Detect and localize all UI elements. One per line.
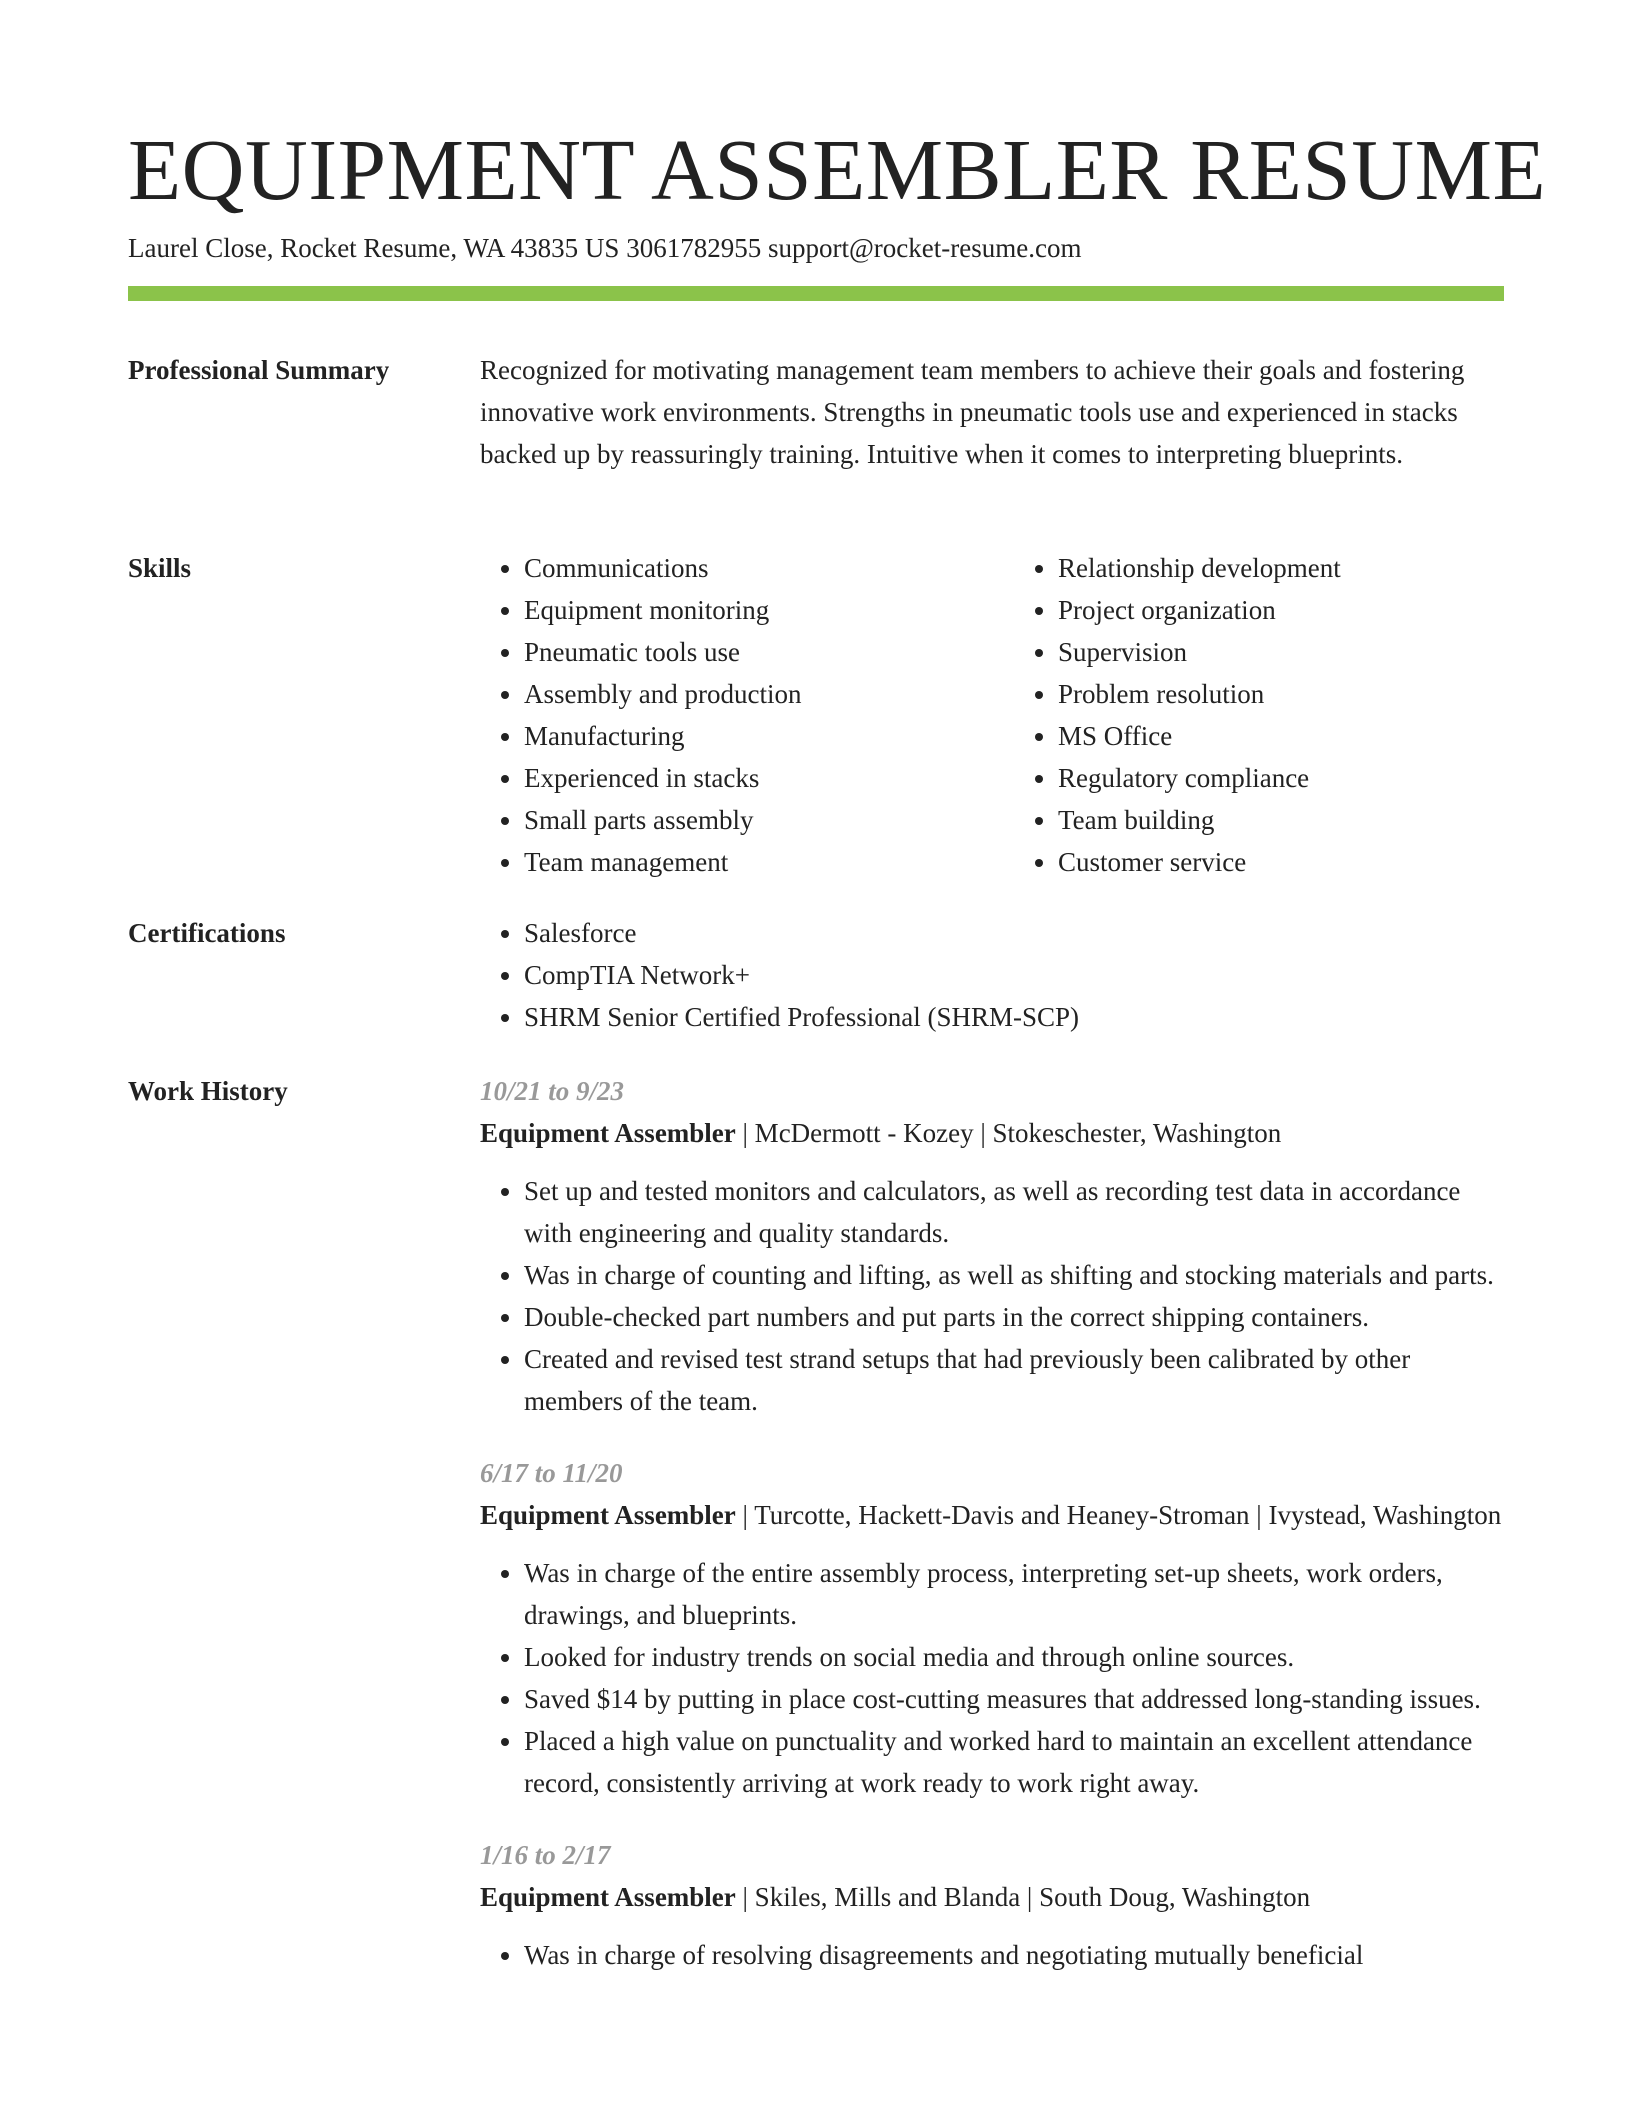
job-heading <box>480 1876 1504 1918</box>
skills-heading: Skills <box>128 553 192 583</box>
skill-item: • Supervision <box>1058 631 1504 673</box>
skill-item: • Relationship development <box>1058 547 1504 589</box>
job-entry <box>480 1834 1504 1976</box>
job-bullet: • Placed a high value on punctuality and worked hard to maintain an excellent attendance record, consistently arriving at work ready to work right away. <box>524 1720 1504 1804</box>
job-bullet: • Was in charge of counting and lifting, as well as shifting and stocking materials and parts. <box>524 1254 1504 1296</box>
skill-item: • Equipment monitoring <box>524 589 970 631</box>
work-history-body <box>480 1070 1504 2006</box>
job-bullets <box>480 1552 1504 1804</box>
summary-body <box>480 349 1504 475</box>
summary-text: Recognized for motivating management team members to achieve their goals and fostering innovative work environments. Strengths in pneumatic tools use and experienced in stacks backed up by reassuringly training. Intuitive when it comes to interpreting blueprints. <box>480 355 1465 469</box>
skills-list-right <box>1014 547 1504 883</box>
contact-line: Laurel Close, Rocket Resume, WA 43835 US 3061782955 support@rocket-resume.com <box>128 233 1082 263</box>
header-divider <box>128 286 1504 301</box>
certifications-body <box>480 912 1504 1038</box>
resume-title: EQUIPMENT ASSEMBLER RESUME <box>128 121 1547 218</box>
skill-item: • Manufacturing <box>524 715 970 757</box>
job-entry <box>480 1070 1504 1422</box>
job-title: Equipment Assembler <box>480 1500 736 1530</box>
job-company-location: | Skiles, Mills and Blanda | South Doug, Washington <box>735 1882 1311 1912</box>
job-bullet: • Double-checked part numbers and put parts in the correct shipping containers. <box>524 1296 1504 1338</box>
job-bullet: • Was in charge of resolving disagreements and negotiating mutually beneficial <box>524 1934 1504 1976</box>
skill-item: • Assembly and production <box>524 673 970 715</box>
skill-item: • Team building <box>1058 799 1504 841</box>
skill-item: • Customer service <box>1058 841 1504 883</box>
summary-heading: Professional Summary <box>128 355 390 385</box>
job-bullets <box>480 1934 1504 1976</box>
job-company-location: | McDermott - Kozey | Stokeschester, Washington <box>735 1118 1282 1148</box>
job-dates: 10/21 to 9/23 <box>480 1076 625 1106</box>
skill-item: • MS Office <box>1058 715 1504 757</box>
job-bullet: • Set up and tested monitors and calculators, as well as recording test data in accordance with engineering and quality standards. <box>524 1170 1504 1254</box>
job-heading <box>480 1494 1504 1536</box>
job-heading <box>480 1112 1504 1154</box>
job-bullet: • Was in charge of the entire assembly process, interpreting set-up sheets, work orders, drawings, and blueprints. <box>524 1552 1504 1636</box>
skill-item: • Small parts assembly <box>524 799 970 841</box>
job-bullet: • Looked for industry trends on social media and through online sources. <box>524 1636 1504 1678</box>
skill-item: • Regulatory compliance <box>1058 757 1504 799</box>
skill-item: • Communications <box>524 547 970 589</box>
certification-item: • Salesforce <box>524 912 1504 954</box>
job-company-location: | Turcotte, Hackett-Davis and Heaney-Stroman | Ivystead, Washington <box>735 1500 1502 1530</box>
job-dates: 1/16 to 2/17 <box>480 1840 611 1870</box>
job-entry <box>480 1452 1504 1804</box>
work-history-heading: Work History <box>128 1076 288 1106</box>
skill-item: • Problem resolution <box>1058 673 1504 715</box>
certifications-heading: Certifications <box>128 918 286 948</box>
certification-item: • CompTIA Network+ <box>524 954 1504 996</box>
certification-item: • SHRM Senior Certified Professional (SHRM-SCP) <box>524 996 1504 1038</box>
job-title: Equipment Assembler <box>480 1882 736 1912</box>
job-dates: 6/17 to 11/20 <box>480 1458 623 1488</box>
skills-list-left <box>480 547 970 883</box>
skill-item: • Project organization <box>1058 589 1504 631</box>
job-title: Equipment Assembler <box>480 1118 736 1148</box>
certifications-list <box>480 912 1504 1038</box>
job-bullets <box>480 1170 1504 1422</box>
skill-item: • Experienced in stacks <box>524 757 970 799</box>
skill-item: • Pneumatic tools use <box>524 631 970 673</box>
job-bullet: • Created and revised test strand setups that had previously been calibrated by other members of the team. <box>524 1338 1504 1422</box>
skills-body <box>480 547 1504 883</box>
skill-item: • Team management <box>524 841 970 883</box>
job-bullet: • Saved $14 by putting in place cost-cutting measures that addressed long-standing issues. <box>524 1678 1504 1720</box>
